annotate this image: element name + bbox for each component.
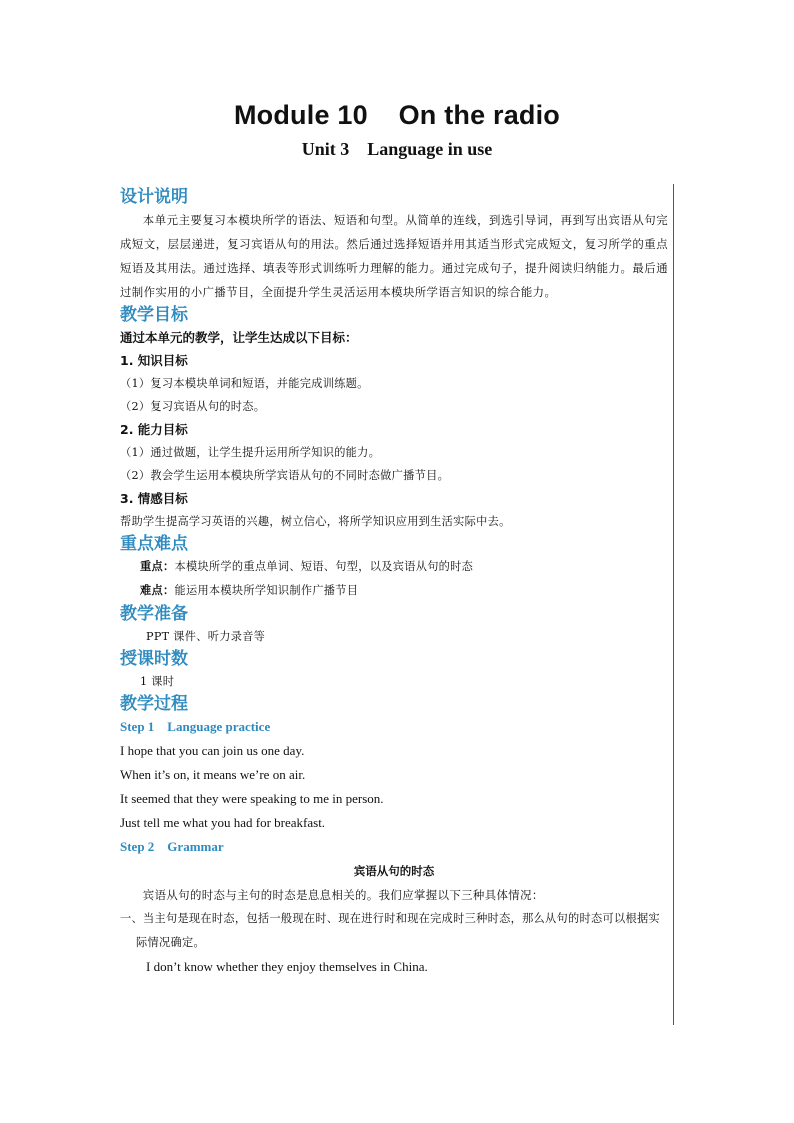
- step2-title: Step 2 Grammar: [120, 839, 224, 854]
- emotion-title: 3. 情感目标: [120, 491, 188, 506]
- example-sentence: Just tell me what you had for breakfast.: [120, 815, 326, 830]
- grammar-example: I don’t know whether they enjoy themselves in China.: [146, 959, 428, 974]
- ability-item: （2）教会学生运用本模块所学宾语从句的不同时态做广播节目。: [120, 469, 450, 482]
- example-sentence: When it’s on, it means we’re on air.: [120, 767, 306, 782]
- example-sentence: It seemed that they were speaking to me in person.: [120, 791, 384, 806]
- ability-title: 2. 能力目标: [120, 422, 188, 437]
- knowledge-item: （1）复习本模块单词和短语，并能完成训练题。: [120, 377, 369, 390]
- page-title: Module 10 On the radio: [233, 100, 561, 130]
- ability-item: （1）通过做题，让学生提升运用所学知识的能力。: [120, 446, 381, 459]
- knowledge-item: （2）复习宾语从句的时态。: [120, 400, 266, 413]
- key-point: [120, 555, 668, 579]
- difficult-label: 难点：: [140, 584, 175, 597]
- difficult-text: 能运用本模块所学知识制作广播节目: [174, 584, 359, 597]
- duration-text: 1 课时: [140, 675, 175, 688]
- key-text: 本模块所学的重点单词、短语、句型，以及宾语从句的时态: [174, 560, 474, 573]
- key-label: 重点：: [140, 560, 175, 573]
- example-sentence: I hope that you can join us one day.: [120, 743, 305, 758]
- key-points-heading: 重点难点: [120, 534, 188, 554]
- design-body: 本单元主要复习本模块所学的语法、短语和句型。从简单的连线，到选引导词，再到写出宾语从句完成短文，层层递进，复习宾语从句的用法。然后通过选择短语并用其适当形式完成短文，复习所学的重点短语及其用法。通过选择、填表等形式训练听力理解的能力。通过完成句子，提升阅读归纳能力。最后通过制作实用的小广播节目，全面提升学生灵活运用本模块所学语言知识的综合能力。: [120, 213, 668, 299]
- grammar-intro: 宾语从句的时态与主句的时态是息息相关的。我们应掌握以下三种具体情况：: [142, 888, 544, 902]
- process-heading: 教学过程: [120, 694, 188, 714]
- lesson-content: [120, 186, 668, 979]
- objectives-intro: 通过本单元的教学，让学生达成以下目标：: [120, 330, 358, 345]
- knowledge-title: 1. 知识目标: [120, 353, 188, 368]
- difficult-point: [120, 579, 668, 603]
- preparation-text: PPT 课件、听力录音等: [146, 630, 266, 643]
- step1-title: Step 1 Language practice: [120, 719, 271, 734]
- design-heading: 设计说明: [120, 187, 188, 207]
- page-subtitle: Unit 3 Language in use: [301, 139, 493, 159]
- emotion-text: 帮助学生提高学习英语的兴趣，树立信心，将所学知识应用到生活实际中去。: [120, 515, 511, 528]
- preparation-heading: 教学准备: [120, 604, 188, 624]
- objectives-heading: 教学目标: [120, 305, 188, 325]
- grammar-heading: 宾语从句的时态: [353, 864, 435, 878]
- grammar-rule: 一、当主句是现在时态，包括一般现在时、现在进行时和现在完成时三种时态，那么从句的时态可以根据实际情况确定。: [120, 912, 660, 949]
- duration-heading: 授课时数: [120, 649, 188, 669]
- table-border-line: [673, 184, 674, 1025]
